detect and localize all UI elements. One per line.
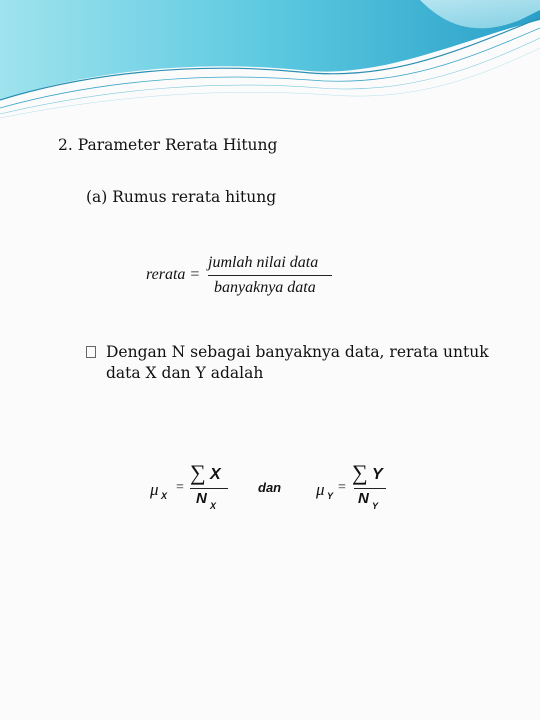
- formula-numerator: jumlah nilai data: [208, 254, 319, 271]
- n-symbol-y: N: [358, 490, 369, 507]
- fraction-bar: [208, 275, 332, 276]
- formula-means: [150, 460, 400, 520]
- subsection-heading: (a) Rumus rerata hitung: [86, 188, 277, 206]
- mu-subscript-x: X: [161, 491, 168, 501]
- equals-x: =: [176, 480, 184, 495]
- n-subscript-x: X: [210, 501, 217, 511]
- mu-symbol-y: μ: [316, 480, 325, 499]
- equals-y: =: [338, 480, 346, 495]
- mu-subscript-y: Y: [327, 491, 334, 501]
- n-subscript-y: Y: [372, 501, 379, 511]
- bullet-text: Dengan N sebagai banyaknya data, rerata untuk data X dan Y adalah: [106, 343, 489, 382]
- formula-lhs: rerata =: [146, 266, 201, 283]
- dan-text: dan: [258, 480, 282, 495]
- sigma-symbol-x: ∑: [190, 460, 206, 485]
- fraction-bar-x: [190, 488, 228, 489]
- formula-denominator: banyaknya data: [214, 279, 316, 296]
- section-heading: 2. Parameter Rerata Hitung: [58, 136, 278, 154]
- sigma-symbol-y: ∑: [352, 460, 368, 485]
- var-y: Y: [372, 466, 383, 483]
- var-x: X: [210, 466, 221, 483]
- bullet-icon: [86, 346, 96, 358]
- header-wave-decoration: [0, 0, 540, 120]
- fraction-bar-y: [354, 488, 386, 489]
- n-symbol-x: N: [196, 490, 207, 507]
- mu-symbol-x: μ: [150, 480, 159, 499]
